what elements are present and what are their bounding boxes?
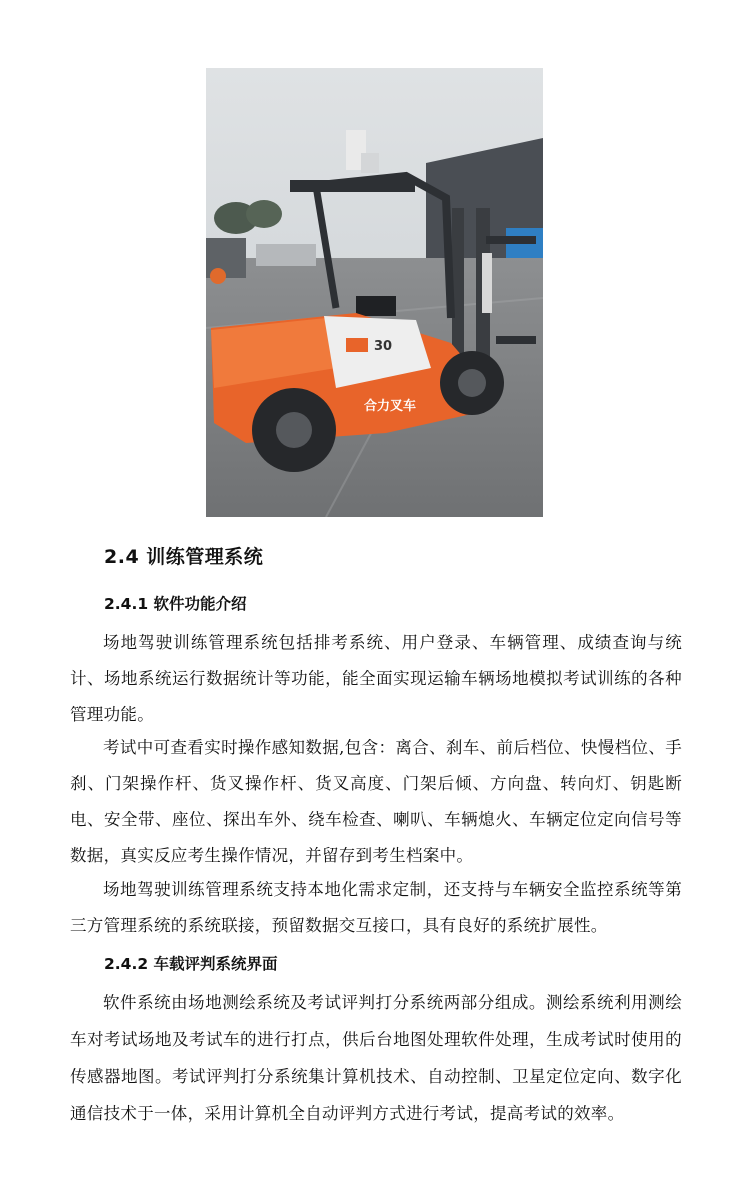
subsection-heading-software: 2.4.1 软件功能介绍 [104, 595, 247, 613]
badge-model-text: 30 [374, 339, 393, 354]
section-heading: 2.4 训练管理系统 [104, 546, 264, 568]
paragraph: 软件系统由场地测绘系统及考试评判打分系统两部分组成。测绘系统利用测绘车对考试场地及考试车的进行打点，供后台地图处理软件处理，生成考试时使用的传感器地图。考试评判打分系统集计算机技术、自动控制、卫星定位定向、数字化通信技术于一体，采用计算机全自动评判方式进行考试，提高考试的效率。 [70, 993, 682, 1123]
forklift-photo [206, 68, 543, 517]
subsection-heading-evaluation: 2.4.2 车载评判系统界面 [104, 955, 278, 973]
paragraph: 考试中可查看实时操作感知数据,包含：离合、刹车、前后档位、快慢档位、手刹、门架操作杆、货叉操作杆、货叉高度、门架后倾、方向盘、转向灯、钥匙断电、安全带、座位、探出车外、绕车检查、喇叭、车辆熄火、车辆定位定向信号等数据，真实反应考生操作情况，并留存到考生档案中。 [70, 738, 682, 865]
paragraph: 场地驾驶训练管理系统包括排考系统、用户登录、车辆管理、成绩查询与统计、场地系统运行数据统计等功能，能全面实现运输车辆场地模拟考试训练的各种管理功能。 [70, 633, 682, 724]
paragraph: 场地驾驶训练管理系统支持本地化需求定制，还支持与车辆安全监控系统等第三方管理系统的系统联接，预留数据交互接口，具有良好的系统扩展性。 [70, 880, 682, 935]
body-brand-text: 合力叉车 [364, 399, 417, 414]
